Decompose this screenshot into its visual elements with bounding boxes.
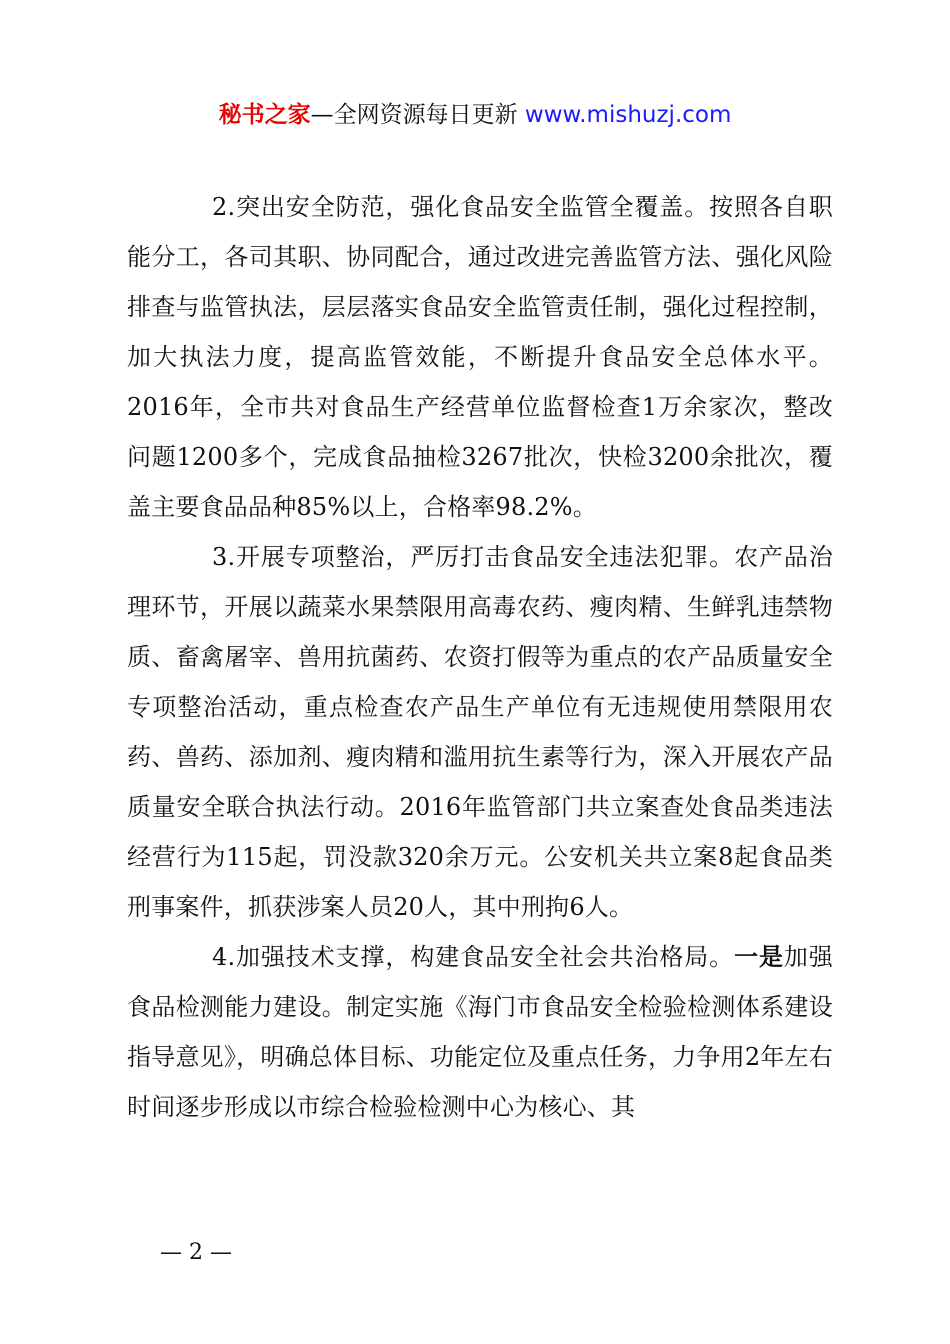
page-number: — 2 — bbox=[160, 1240, 232, 1265]
site-watermark-header bbox=[0, 100, 950, 130]
emphasis-first-point: 一是 bbox=[734, 942, 784, 971]
paragraph-food-safety-supervision: 2.突出安全防范，强化食品安全监管全覆盖。按照各自职能分工，各司其职、协同配合，通过改进完善监管方法、强化风险排查与监管执法，层层落实食品安全监管责任制，强化过程控制，加大执法力度，提高监管效能，不断提升食品安全总体水平。2016年，全市共对食品生产经营单位监督检查1万余家次，整改问题1200多个，完成食品抽检3267批次，快检3200余批次，覆盖主要食品品种85%以上，合格率98.2%。 bbox=[127, 193, 833, 521]
paragraph-lead-text: 4.加强技术支撑，构建食品安全社会共治格局。 bbox=[212, 943, 735, 971]
paragraph-technical-support bbox=[127, 932, 833, 1132]
site-url-link[interactable]: www.mishuzj.com bbox=[524, 102, 732, 128]
brand-name: 秘书之家 bbox=[218, 102, 311, 128]
paragraph-special-rectification: 3.开展专项整治，严厉打击食品安全违法犯罪。农产品治理环节，开展以蔬菜水果禁限用高毒农药、瘦肉精、生鲜乳违禁物质、畜禽屠宰、兽用抗菌药、农资打假等为重点的农产品质量安全专项整治活动，重点检查农产品生产单位有无违规使用禁限用农药、兽药、添加剂、瘦肉精和滥用抗生素等行为，深入开展农产品质量安全联合执法行动。2016年监管部门共立案查处食品类违法经营行为115起，罚没款320余万元。公安机关共立案8起食品类刑事案件，抓获涉案人员20人，其中刑拘6人。 bbox=[127, 543, 833, 921]
document-body bbox=[127, 182, 833, 1132]
paragraph-rest-text: 加强食品检测能力建设。制定实施《海门市食品安全检验检测体系建设指导意见》，明确总体目标、功能定位及重点任务，力争用2年左右时间逐步形成以市综合检验检测中心为核心、其 bbox=[127, 943, 833, 1121]
header-tagline: —全网资源每日更新 bbox=[310, 102, 525, 128]
